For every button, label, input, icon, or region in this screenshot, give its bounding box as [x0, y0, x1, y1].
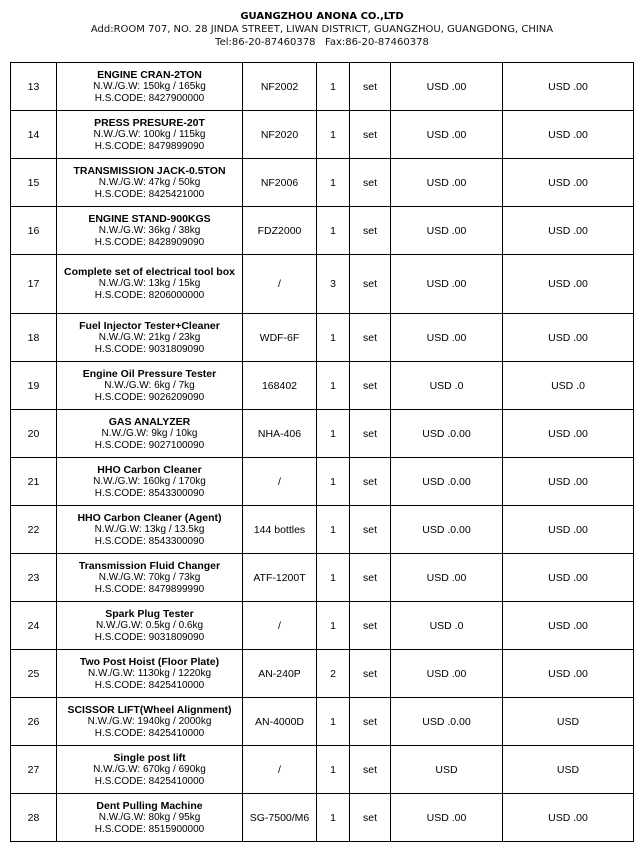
item-description — [57, 602, 243, 650]
item-description — [57, 207, 243, 255]
total-amount: USD .00 — [503, 207, 634, 255]
item-unit: set — [350, 794, 391, 842]
item-model: AN-240P — [243, 650, 317, 698]
item-quantity: 1 — [317, 746, 350, 794]
table-row — [11, 506, 634, 554]
company-address: Add:ROOM 707, NO. 28 JINDA STREET, LIWAN DISTRICT, GUANGZHOU, GUANGDONG, CHINA — [90, 24, 554, 35]
item-name: HHO Carbon Cleaner — [97, 463, 202, 476]
item-quantity: 1 — [317, 698, 350, 746]
table-row — [11, 314, 634, 362]
item-model: SG-7500/M6 — [243, 794, 317, 842]
item-model: / — [243, 602, 317, 650]
item-quantity: 1 — [317, 602, 350, 650]
item-weight: N.W./G.W: 36kg / 38kg — [98, 224, 201, 236]
unit-price: USD .0.00 — [391, 698, 503, 746]
item-weight: N.W./G.W: 6kg / 7kg — [104, 379, 195, 391]
unit-price: USD .00 — [391, 159, 503, 207]
unit-price: USD .00 — [391, 314, 503, 362]
items-table — [10, 62, 634, 842]
item-weight: N.W./G.W: 100kg / 115kg — [93, 128, 206, 140]
item-name: HHO Carbon Cleaner (Agent) — [77, 511, 222, 524]
total-amount: USD .0 — [503, 362, 634, 410]
item-hs-code: H.S.CODE: 8543300090 — [94, 487, 205, 499]
item-description — [57, 63, 243, 111]
item-weight: N.W./G.W: 13kg / 15kg — [98, 278, 201, 289]
unit-price: USD .0.00 — [391, 506, 503, 554]
unit-price: USD .00 — [391, 63, 503, 111]
unit-price: USD .00 — [391, 111, 503, 159]
item-number: 18 — [11, 314, 57, 362]
item-description — [57, 111, 243, 159]
item-model: / — [243, 746, 317, 794]
item-weight: N.W./G.W: 47kg / 50kg — [98, 176, 201, 188]
total-amount: USD .00 — [503, 111, 634, 159]
item-description — [57, 650, 243, 698]
item-weight: N.W./G.W: 21kg / 23kg — [98, 331, 201, 343]
item-unit: set — [350, 698, 391, 746]
item-number: 24 — [11, 602, 57, 650]
item-name: Transmission Fluid Changer — [78, 559, 221, 572]
total-amount: USD .00 — [503, 506, 634, 554]
item-model: FDZ2000 — [243, 207, 317, 255]
item-quantity: 1 — [317, 554, 350, 602]
item-hs-code: H.S.CODE: 8479899990 — [94, 583, 205, 595]
unit-price: USD .00 — [391, 794, 503, 842]
total-amount: USD — [503, 698, 634, 746]
total-amount: USD .00 — [503, 314, 634, 362]
item-number: 21 — [11, 458, 57, 506]
item-quantity: 1 — [317, 506, 350, 554]
item-unit: set — [350, 63, 391, 111]
total-amount: USD .00 — [503, 794, 634, 842]
item-description — [57, 458, 243, 506]
table-row — [11, 794, 634, 842]
item-quantity: 1 — [317, 314, 350, 362]
item-unit: set — [350, 746, 391, 794]
item-model: WDF-6F — [243, 314, 317, 362]
item-description — [57, 255, 243, 314]
item-unit: set — [350, 506, 391, 554]
item-hs-code: H.S.CODE: 9027100090 — [94, 439, 205, 451]
item-hs-code: H.S.CODE: 8425410000 — [94, 727, 205, 739]
item-quantity: 1 — [317, 362, 350, 410]
company-name: GUANGZHOU ANONA CO.,LTD — [240, 11, 404, 22]
table-row — [11, 362, 634, 410]
item-name: Spark Plug Tester — [105, 607, 194, 620]
item-number: 19 — [11, 362, 57, 410]
item-unit: set — [350, 410, 391, 458]
item-number: 17 — [11, 255, 57, 314]
total-amount: USD .00 — [503, 159, 634, 207]
item-model: 144 bottles — [243, 506, 317, 554]
item-unit: set — [350, 554, 391, 602]
item-unit: set — [350, 207, 391, 255]
item-weight: N.W./G.W: 13kg / 13.5kg — [94, 523, 205, 535]
total-amount: USD .00 — [503, 458, 634, 506]
item-weight: N.W./G.W: 160kg / 170kg — [93, 475, 206, 487]
item-number: 28 — [11, 794, 57, 842]
item-weight: N.W./G.W: 1940kg / 2000kg — [87, 715, 212, 727]
item-name: Engine Oil Pressure Tester — [82, 367, 217, 380]
table-row — [11, 650, 634, 698]
item-hs-code: H.S.CODE: 8479899090 — [94, 140, 205, 152]
item-number: 16 — [11, 207, 57, 255]
item-name: PRESS PRESURE-20T — [94, 116, 205, 129]
item-number: 23 — [11, 554, 57, 602]
item-name: ENGINE STAND-900KGS — [88, 212, 211, 225]
item-model: / — [243, 458, 317, 506]
item-quantity: 3 — [317, 255, 350, 314]
unit-price: USD .00 — [391, 650, 503, 698]
total-amount: USD .00 — [503, 63, 634, 111]
contact-line — [0, 36, 644, 49]
item-description — [57, 506, 243, 554]
item-unit: set — [350, 458, 391, 506]
item-number: 25 — [11, 650, 57, 698]
item-hs-code: H.S.CODE: 8425421000 — [94, 188, 205, 200]
item-hs-code: H.S.CODE: 9026209090 — [94, 391, 205, 403]
item-description — [57, 794, 243, 842]
table-row — [11, 255, 634, 314]
total-amount: USD — [503, 746, 634, 794]
table-row — [11, 207, 634, 255]
item-name: Two Post Hoist (Floor Plate) — [79, 655, 220, 668]
unit-price: USD .0.00 — [391, 458, 503, 506]
item-description — [57, 362, 243, 410]
unit-price: USD — [391, 746, 503, 794]
item-model: NF2002 — [243, 63, 317, 111]
item-name: TRANSMISSION JACK-0.5TON — [73, 164, 226, 177]
total-amount: USD .00 — [503, 410, 634, 458]
item-name: GAS ANALYZER — [108, 415, 191, 428]
item-quantity: 1 — [317, 207, 350, 255]
item-quantity: 1 — [317, 794, 350, 842]
item-hs-code: H.S.CODE: 8425410000 — [94, 775, 205, 787]
item-quantity: 1 — [317, 63, 350, 111]
item-weight: N.W./G.W: 150kg / 165kg — [93, 80, 206, 92]
item-quantity: 1 — [317, 410, 350, 458]
total-amount: USD .00 — [503, 255, 634, 314]
item-unit: set — [350, 362, 391, 410]
table-row — [11, 554, 634, 602]
item-description — [57, 410, 243, 458]
table-row — [11, 698, 634, 746]
item-model: / — [243, 255, 317, 314]
item-name: Dent Pulling Machine — [96, 799, 203, 812]
item-unit: set — [350, 111, 391, 159]
table-row — [11, 410, 634, 458]
unit-price: USD .0 — [391, 362, 503, 410]
item-model: ATF-1200T — [243, 554, 317, 602]
item-hs-code: H.S.CODE: 8428909090 — [94, 236, 205, 248]
item-weight: N.W./G.W: 70kg / 73kg — [98, 571, 201, 583]
item-weight: N.W./G.W: 9kg / 10kg — [101, 427, 198, 439]
item-quantity: 2 — [317, 650, 350, 698]
total-amount: USD .00 — [503, 650, 634, 698]
item-unit: set — [350, 314, 391, 362]
item-hs-code: H.S.CODE: 9031809090 — [94, 343, 205, 355]
item-number: 20 — [11, 410, 57, 458]
item-weight: N.W./G.W: 670kg / 690kg — [93, 763, 206, 775]
item-model: NF2020 — [243, 111, 317, 159]
table-row — [11, 159, 634, 207]
unit-price: USD .00 — [391, 255, 503, 314]
total-amount: USD .00 — [503, 554, 634, 602]
item-model: AN-4000D — [243, 698, 317, 746]
item-number: 15 — [11, 159, 57, 207]
item-unit: set — [350, 159, 391, 207]
item-model: 168402 — [243, 362, 317, 410]
item-description — [57, 314, 243, 362]
item-quantity: 1 — [317, 159, 350, 207]
unit-price: USD .00 — [391, 207, 503, 255]
item-name: Fuel Injector Tester+Cleaner — [79, 319, 220, 332]
document-header — [0, 10, 644, 49]
item-name: Single post lift — [113, 751, 186, 764]
unit-price: USD .0.00 — [391, 410, 503, 458]
table-row — [11, 602, 634, 650]
item-weight: N.W./G.W: 80kg / 95kg — [98, 811, 201, 823]
unit-price: USD .0 — [391, 602, 503, 650]
table-row — [11, 746, 634, 794]
table-row — [11, 63, 634, 111]
item-hs-code: H.S.CODE: 9031809090 — [94, 631, 205, 643]
item-description — [57, 554, 243, 602]
item-name: SCISSOR LIFT(Wheel Alignment) — [67, 703, 232, 716]
item-hs-code: H.S.CODE: 8206000000 — [94, 290, 205, 301]
item-unit: set — [350, 255, 391, 314]
item-number: 13 — [11, 63, 57, 111]
item-hs-code: H.S.CODE: 8427900000 — [94, 92, 205, 104]
item-hs-code: H.S.CODE: 8425410000 — [94, 679, 205, 691]
item-name: Complete set of electrical tool box — [64, 266, 235, 278]
table-row — [11, 458, 634, 506]
item-unit: set — [350, 602, 391, 650]
item-hs-code: H.S.CODE: 8543300090 — [94, 535, 205, 547]
item-number: 27 — [11, 746, 57, 794]
item-unit: set — [350, 650, 391, 698]
item-number: 14 — [11, 111, 57, 159]
item-quantity: 1 — [317, 111, 350, 159]
item-name: ENGINE CRAN-2TON — [97, 68, 202, 81]
item-description — [57, 746, 243, 794]
fax-number: Fax:86-20-87460378 — [325, 37, 429, 48]
table-row — [11, 111, 634, 159]
item-weight: N.W./G.W: 1130kg / 1220kg — [87, 667, 212, 679]
item-weight: N.W./G.W: 0.5kg / 0.6kg — [95, 619, 204, 631]
total-amount: USD .00 — [503, 602, 634, 650]
item-number: 22 — [11, 506, 57, 554]
item-number: 26 — [11, 698, 57, 746]
item-hs-code: H.S.CODE: 8515900000 — [94, 823, 205, 835]
item-quantity: 1 — [317, 458, 350, 506]
item-description — [57, 698, 243, 746]
tel-number: Tel:86-20-87460378 — [215, 37, 316, 48]
unit-price: USD .00 — [391, 554, 503, 602]
item-model: NF2006 — [243, 159, 317, 207]
item-model: NHA-406 — [243, 410, 317, 458]
item-description — [57, 159, 243, 207]
